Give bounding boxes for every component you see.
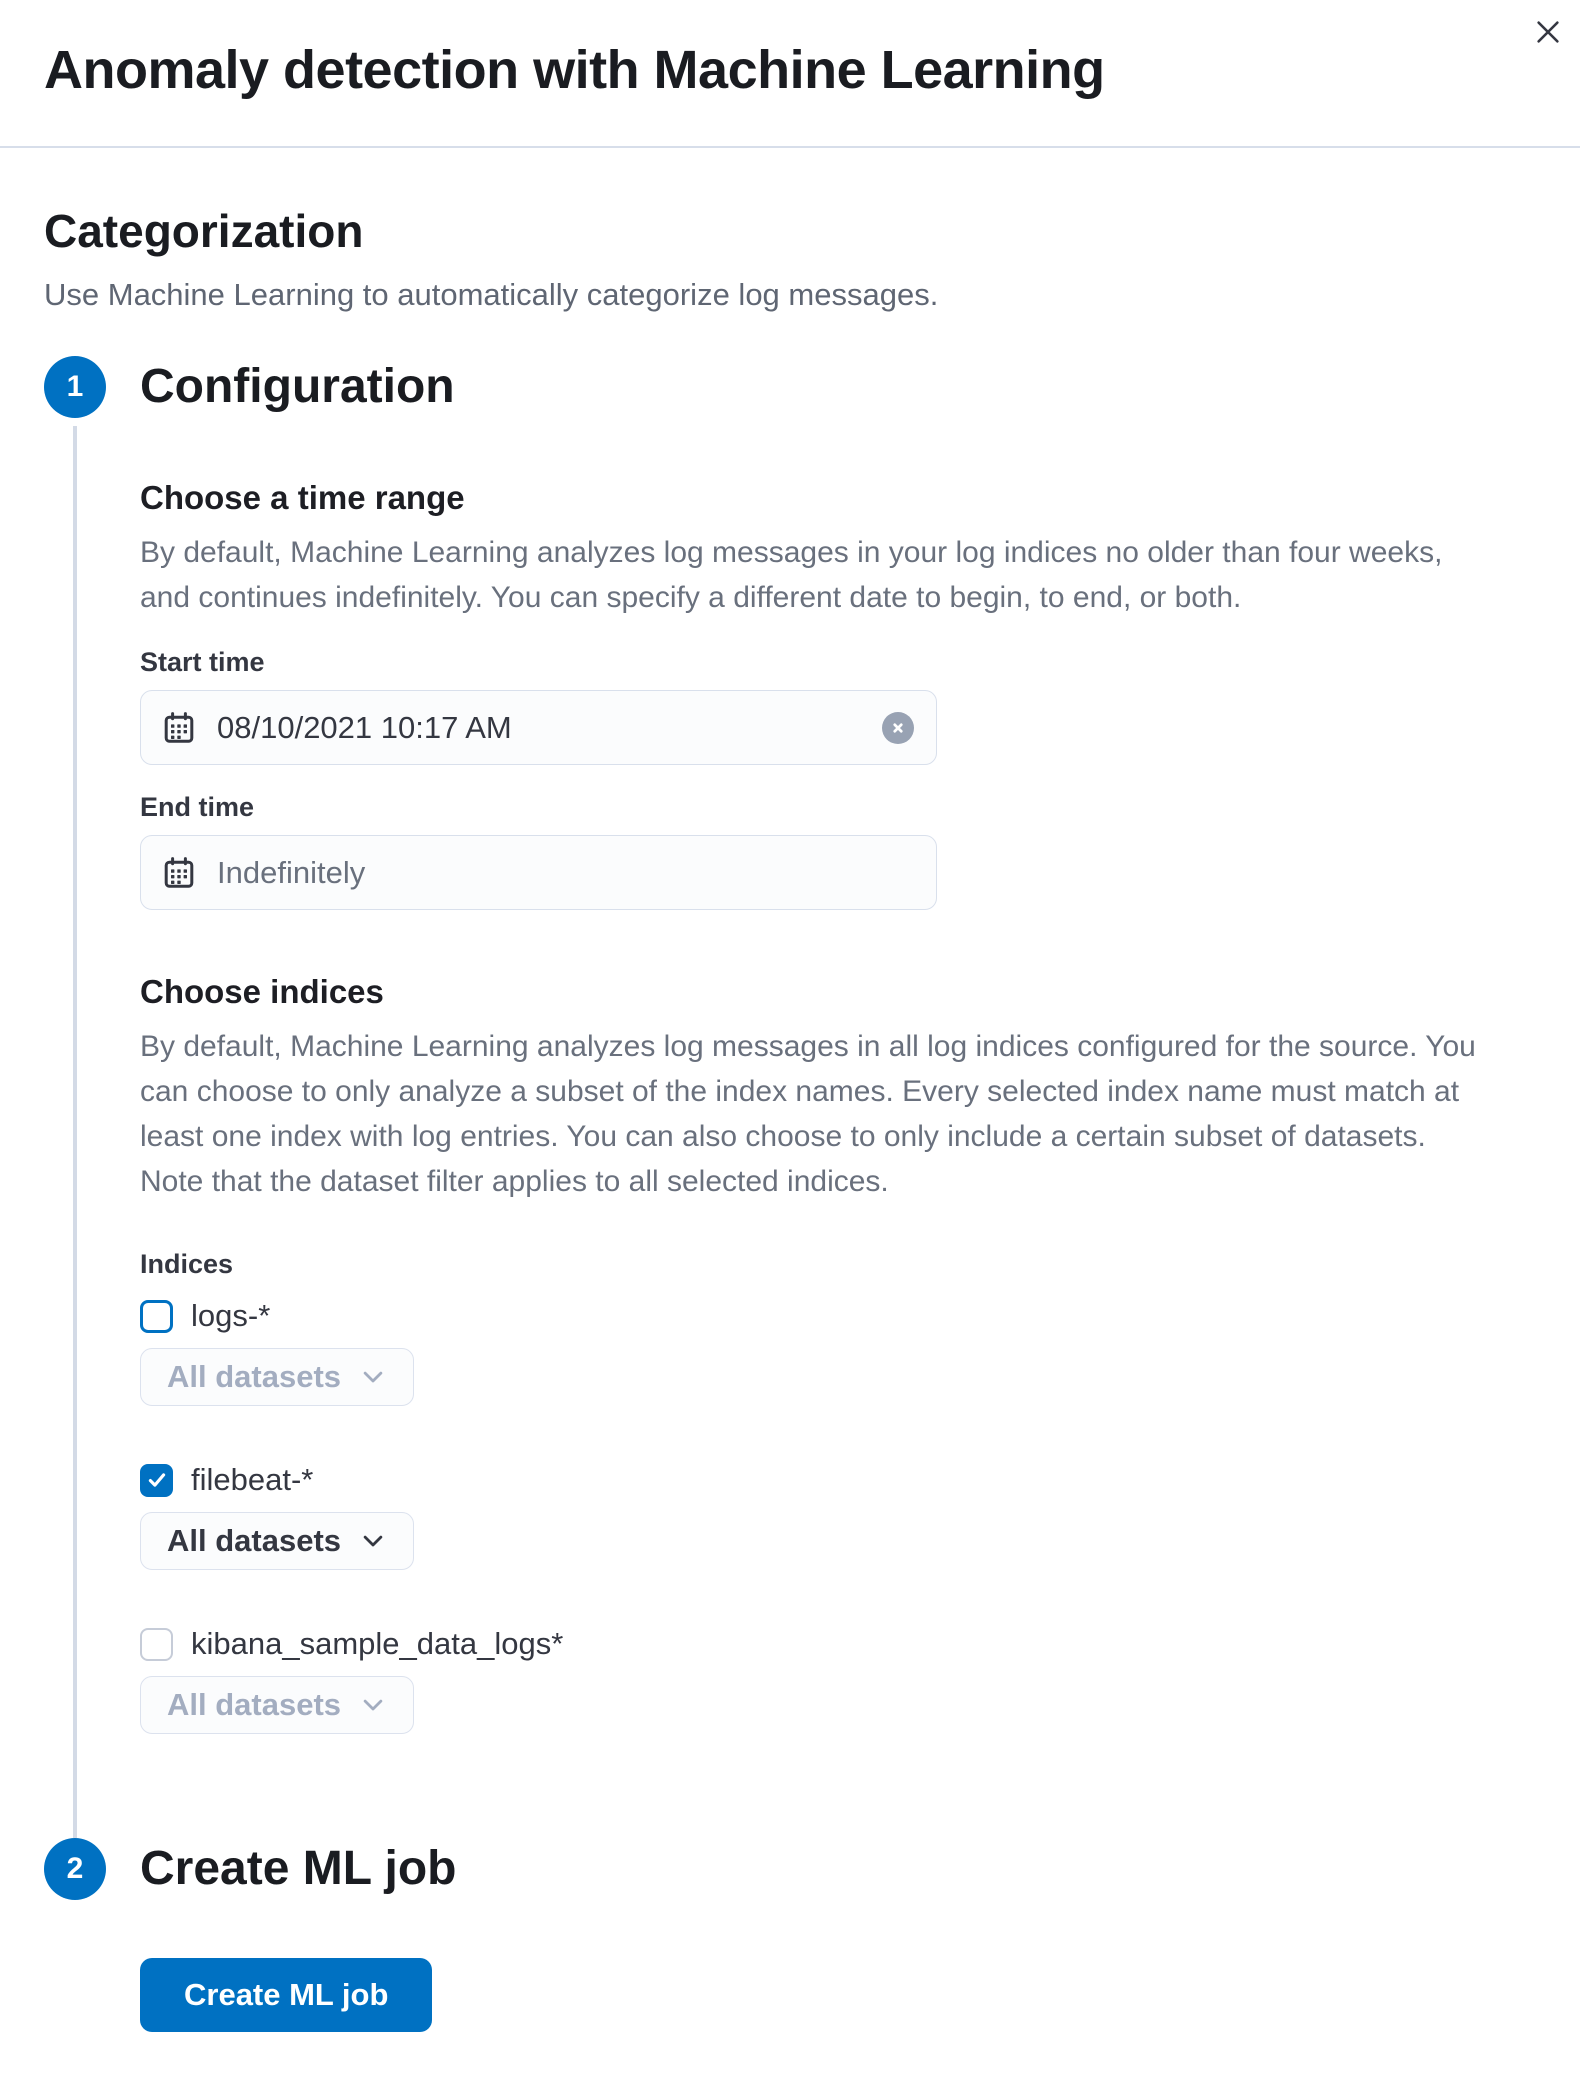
index-item-filebeat <box>140 1462 1495 1570</box>
end-time-row <box>140 791 1495 910</box>
page-title: Categorization <box>44 205 364 257</box>
checkmark-icon <box>145 1468 169 1492</box>
step-1-number-badge: 1 <box>44 356 106 418</box>
index-checkbox-row <box>140 1298 1495 1334</box>
page-subtitle: Use Machine Learning to automatically categorize log messages. <box>44 277 939 312</box>
step-create-ml-job <box>44 1838 1495 2032</box>
create-ml-job-button[interactable]: Create ML job <box>140 1958 432 2032</box>
chevron-down-icon <box>359 1691 387 1719</box>
dataset-filter-label: All datasets <box>167 1687 342 1722</box>
index-checkbox-logs[interactable] <box>140 1300 173 1333</box>
index-checkbox-kibana-sample[interactable] <box>140 1628 173 1661</box>
index-checkbox-row <box>140 1462 1495 1498</box>
step-1-title: Configuration <box>140 360 455 413</box>
flyout-body <box>0 148 1580 2032</box>
index-checkbox-filebeat[interactable] <box>140 1464 173 1497</box>
close-button[interactable] <box>1524 8 1572 56</box>
calendar-icon <box>163 857 195 889</box>
clear-start-time-button[interactable] <box>882 712 914 744</box>
step-2-title: Create ML job <box>140 1842 457 1895</box>
flyout-header <box>0 0 1580 148</box>
configuration-content <box>140 418 1495 1734</box>
step-configuration <box>44 356 1495 1734</box>
start-time-value: 08/10/2021 10:17 AM <box>217 709 512 745</box>
calendar-icon <box>163 712 195 744</box>
indices-label: Indices <box>140 1249 234 1279</box>
choose-indices-description: By default, Machine Learning analyzes log messages in all log indices configured for the source. You can choose to only analyze a subset of the index names. Every selected index name must match at least one index with log entries. You can also choose to only include a certain subset of datasets. Note that the dataset filter applies to all selected indices. <box>140 1030 1476 1198</box>
end-time-label: End time <box>140 792 255 822</box>
steps-container <box>44 356 1495 2032</box>
index-item-kibana-sample <box>140 1626 1495 1734</box>
index-label-filebeat[interactable]: filebeat-* <box>191 1462 314 1497</box>
index-checkbox-row <box>140 1626 1495 1662</box>
choose-indices-heading: Choose indices <box>140 973 384 1010</box>
flyout-title: Anomaly detection with Machine Learning <box>44 40 1105 100</box>
index-label-kibana-sample[interactable]: kibana_sample_data_logs* <box>191 1626 564 1661</box>
chevron-down-icon <box>359 1527 387 1555</box>
dataset-filter-button-logs <box>140 1348 414 1406</box>
index-label-logs[interactable]: logs-* <box>191 1298 271 1333</box>
start-time-input[interactable] <box>140 690 937 765</box>
time-range-heading: Choose a time range <box>140 479 465 516</box>
dataset-filter-button-kibana-sample <box>140 1676 414 1734</box>
end-time-input[interactable] <box>140 835 937 910</box>
end-time-placeholder: Indefinitely <box>217 854 366 890</box>
close-icon <box>1533 17 1563 47</box>
dataset-filter-label: All datasets <box>167 1523 342 1558</box>
index-item-logs <box>140 1298 1495 1406</box>
dataset-filter-button-filebeat[interactable] <box>140 1512 414 1570</box>
time-range-description: By default, Machine Learning analyzes log messages in your log indices no older than four weeks, and continues indefinitely. You can specify a different date to begin, to end, or both. <box>140 536 1443 614</box>
start-time-label: Start time <box>140 647 265 677</box>
step-2-number-badge: 2 <box>44 1838 106 1900</box>
clear-x-icon <box>889 719 907 737</box>
chevron-down-icon <box>359 1363 387 1391</box>
start-time-row <box>140 646 1495 765</box>
dataset-filter-label: All datasets <box>167 1359 342 1394</box>
